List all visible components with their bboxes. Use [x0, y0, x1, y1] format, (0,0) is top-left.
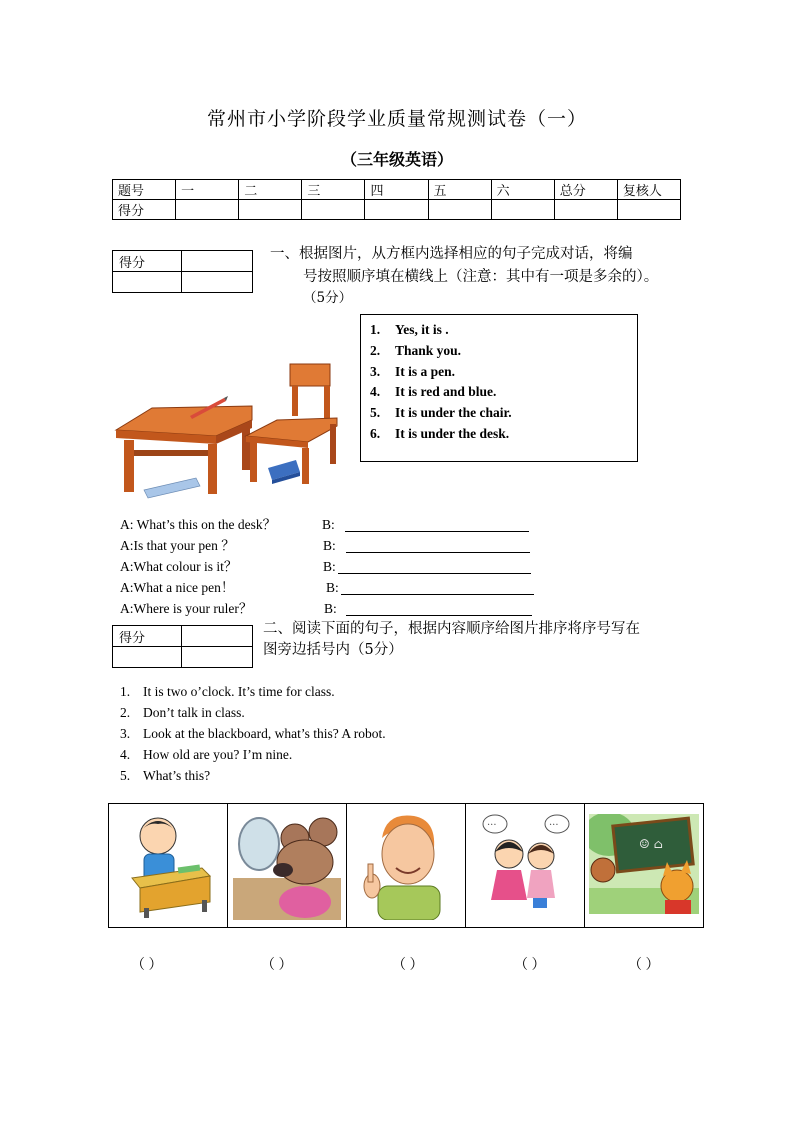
option-number: 3. [370, 363, 381, 379]
svg-text:☺ ⌂: ☺ ⌂ [639, 836, 663, 851]
answer-bracket[interactable]: （ ） [261, 958, 293, 973]
dialogue-list [120, 514, 560, 619]
score-cell[interactable] [617, 200, 680, 220]
sentence-number: 4. [120, 747, 131, 762]
picture-cell [347, 804, 466, 928]
section1-instruction-2: 号按照顺序填在横线上（注意：其中有一项是多余的）。 [303, 269, 659, 285]
header-cell: 总分 [554, 180, 617, 200]
boy-at-desk-image [118, 808, 218, 920]
sentence-text: What’s this? [143, 768, 211, 783]
dialogue-row [120, 577, 560, 598]
dialogue-row [120, 535, 560, 556]
score-cell[interactable] [239, 200, 302, 220]
dialogue-question: A:Is that your pen ？ [120, 538, 235, 553]
score-table-score-row [113, 200, 681, 220]
score-cell[interactable] [182, 272, 253, 293]
score-table [112, 179, 681, 220]
option-item [370, 362, 637, 383]
answer-blank[interactable] [338, 559, 531, 574]
picture-cell [466, 804, 585, 928]
dialogue-answer-label: B: [326, 580, 339, 595]
answer-bracket[interactable]: （ ） [131, 958, 163, 973]
score-cell[interactable] [365, 200, 428, 220]
option-text: It is under the desk. [395, 425, 510, 441]
dialogue-question: A: What’s this on the desk？ [120, 517, 277, 532]
score-cell[interactable] [182, 626, 253, 647]
boy-raising-finger-image [356, 808, 456, 920]
header-cell: 题号 [113, 180, 176, 200]
sentence-item [120, 681, 386, 702]
options-box [360, 314, 638, 462]
answer-bracket[interactable]: （ ） [514, 958, 546, 973]
option-text: It is a pen. [395, 363, 456, 379]
page-title: 常州市小学阶段学业质量常规测试卷（一） [206, 108, 587, 130]
dialogue-answer-label: B: [324, 601, 337, 616]
section1-instruction-1: 一、根据图片，从方框内选择相应的句子完成对话，将编 [270, 246, 633, 262]
header-cell: 一 [176, 180, 239, 200]
header-cell: 四 [365, 180, 428, 200]
score-cell[interactable] [113, 272, 182, 293]
sentence-item [120, 723, 386, 744]
score-table-header-row [113, 180, 681, 200]
section2-instruction-2: 图旁边括号内（5分） [263, 642, 403, 658]
dialogue-row [120, 556, 560, 577]
header-cell: 复核人 [617, 180, 680, 200]
options-list [361, 315, 637, 445]
header-cell: 三 [302, 180, 365, 200]
sentence-text: Look at the blackboard, what’s this? A robot. [143, 726, 386, 741]
section1-instruction-3: （5分） [303, 290, 353, 306]
score-label: 得分 [113, 626, 182, 647]
desk-chair-illustration [112, 360, 342, 500]
score-cell[interactable] [176, 200, 239, 220]
answer-bracket[interactable]: （ ） [628, 958, 660, 973]
option-item [370, 403, 637, 424]
score-cell[interactable] [491, 200, 554, 220]
score-cell[interactable] [554, 200, 617, 220]
option-number: 2. [370, 342, 381, 358]
dialogue-answer-label: B: [322, 517, 335, 532]
sentence-number: 3. [120, 726, 131, 741]
picture-cell [228, 804, 347, 928]
two-girls-talking-image [475, 808, 575, 920]
ruler-icon [144, 478, 200, 498]
option-number: 6. [370, 425, 381, 441]
answer-blank[interactable] [346, 601, 532, 616]
answer-blank[interactable] [341, 580, 534, 595]
cats-at-blackboard-image [589, 814, 699, 914]
picture-cell [109, 804, 228, 928]
dialogue-question: A:What colour is it？ [120, 559, 238, 574]
sentence-number: 2. [120, 705, 131, 720]
sentence-list [120, 681, 386, 786]
option-item [370, 320, 637, 341]
option-text: It is red and blue. [395, 384, 497, 400]
sentence-number: 1. [120, 684, 131, 699]
option-item [370, 341, 637, 362]
svg-text:···: ··· [549, 819, 559, 831]
header-cell: 五 [428, 180, 491, 200]
answer-blank[interactable] [345, 517, 529, 532]
row-label: 得分 [113, 200, 176, 220]
sentence-number: 5. [120, 768, 131, 783]
svg-text:···: ··· [487, 819, 497, 831]
sentence-item [120, 744, 386, 765]
option-number: 4. [370, 384, 381, 400]
score-cell[interactable] [182, 251, 253, 272]
section2-score-box [112, 625, 253, 668]
option-item [370, 382, 637, 403]
header-cell: 六 [491, 180, 554, 200]
dialogue-row [120, 598, 560, 619]
answer-bracket[interactable]: （ ） [392, 958, 424, 973]
score-cell[interactable] [182, 647, 253, 668]
score-cell[interactable] [302, 200, 365, 220]
mouse-with-mirror-image [233, 808, 341, 920]
header-cell: 二 [239, 180, 302, 200]
option-number: 5. [370, 405, 381, 421]
score-cell[interactable] [428, 200, 491, 220]
option-item [370, 424, 637, 445]
sentence-item [120, 702, 386, 723]
dialogue-answer-label: B: [323, 538, 336, 553]
section2-instruction-1: 二、阅读下面的句子，根据内容顺序给图片排序将序号写在 [263, 621, 640, 637]
picture-cell [585, 804, 704, 928]
option-text: It is under the chair. [395, 405, 512, 421]
dialogue-question: A:Where is your ruler？ [120, 601, 253, 616]
dialogue-question: A:What a nice pen！ [120, 580, 235, 595]
sentence-item [120, 765, 386, 786]
picture-table [108, 803, 704, 928]
page-subtitle: （三年级英语） [340, 150, 453, 169]
score-label: 得分 [113, 251, 182, 272]
sentence-text: How old are you? I’m nine. [143, 747, 293, 762]
option-number: 1. [370, 322, 381, 337]
answer-blank[interactable] [346, 538, 530, 553]
sentence-text: It is two o’clock. It’s time for class. [143, 684, 335, 699]
dialogue-row [120, 514, 560, 535]
score-cell[interactable] [113, 647, 182, 668]
sentence-text: Don’t talk in class. [143, 705, 245, 720]
option-text: Yes, it is . [395, 322, 449, 337]
dialogue-answer-label: B: [323, 559, 336, 574]
option-text: Thank you. [395, 342, 462, 358]
section1-score-box [112, 250, 253, 293]
